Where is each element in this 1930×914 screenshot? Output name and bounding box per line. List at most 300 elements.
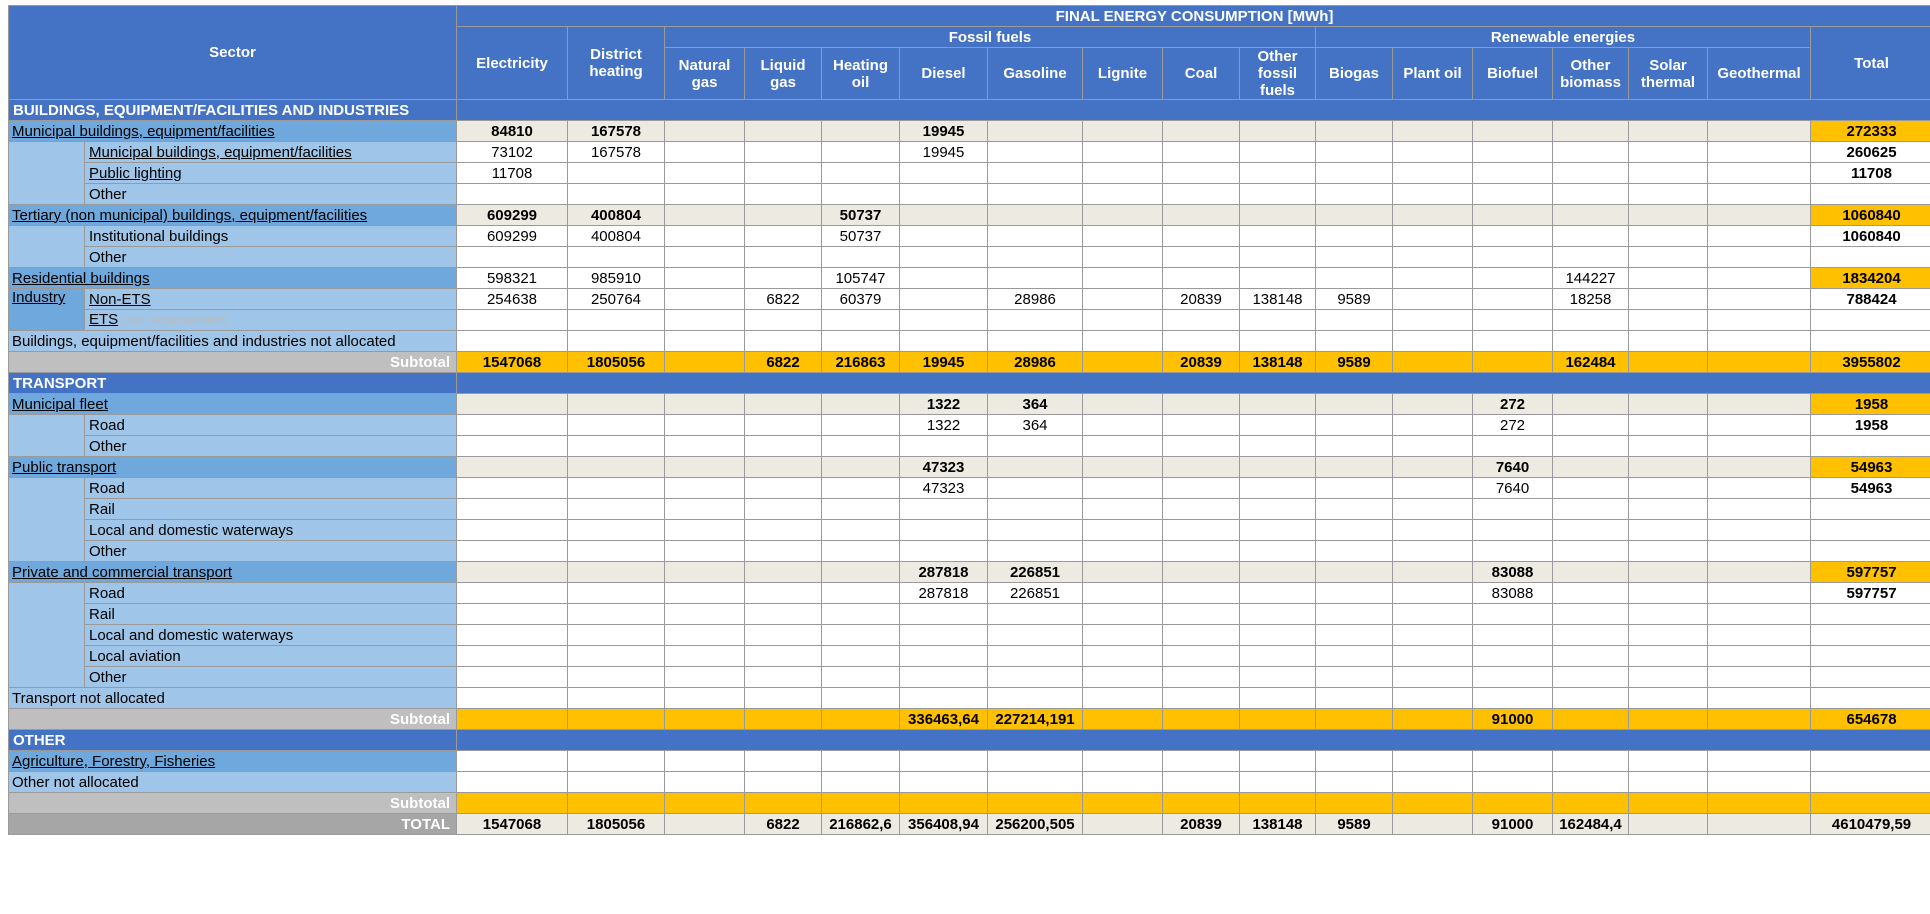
value-cell[interactable] — [988, 184, 1083, 205]
value-cell[interactable] — [1083, 268, 1163, 289]
value-cell[interactable] — [1393, 205, 1473, 226]
value-cell[interactable]: 138148 — [1240, 289, 1316, 310]
value-cell[interactable] — [1811, 541, 1930, 562]
value-cell[interactable] — [988, 331, 1083, 352]
row-label-sub[interactable]: Road — [85, 583, 457, 604]
value-cell[interactable] — [1083, 205, 1163, 226]
row-label-sub[interactable]: Rail — [85, 499, 457, 520]
value-cell[interactable] — [1553, 667, 1629, 688]
value-cell[interactable]: 1834204 — [1811, 268, 1930, 289]
value-cell[interactable] — [1316, 583, 1393, 604]
value-cell[interactable] — [1553, 478, 1629, 499]
value-cell[interactable] — [457, 646, 568, 667]
value-cell[interactable] — [457, 751, 568, 772]
value-cell[interactable] — [1473, 205, 1553, 226]
value-cell[interactable] — [1316, 772, 1393, 793]
row-label-private-transport[interactable] — [9, 562, 457, 583]
value-cell[interactable] — [1316, 163, 1393, 184]
value-cell[interactable] — [1316, 604, 1393, 625]
value-cell[interactable] — [1163, 205, 1240, 226]
value-cell[interactable] — [1629, 163, 1708, 184]
value-cell[interactable] — [665, 310, 745, 331]
value-cell[interactable] — [822, 667, 900, 688]
value-cell[interactable] — [1393, 289, 1473, 310]
value-cell[interactable] — [665, 772, 745, 793]
value-cell[interactable] — [745, 688, 822, 709]
value-cell[interactable] — [1811, 772, 1930, 793]
value-cell[interactable] — [1316, 415, 1393, 436]
value-cell[interactable] — [457, 793, 568, 814]
value-cell[interactable]: 256200,505 — [988, 814, 1083, 835]
value-cell[interactable]: 83088 — [1473, 562, 1553, 583]
value-cell[interactable]: 356408,94 — [900, 814, 988, 835]
link-ets[interactable]: ETS — [89, 311, 119, 328]
value-cell[interactable] — [665, 394, 745, 415]
value-cell[interactable] — [1629, 121, 1708, 142]
value-cell[interactable] — [665, 268, 745, 289]
value-cell[interactable] — [1240, 520, 1316, 541]
value-cell[interactable] — [1163, 541, 1240, 562]
value-cell[interactable] — [1393, 562, 1473, 583]
value-cell[interactable] — [745, 772, 822, 793]
value-cell[interactable] — [988, 268, 1083, 289]
value-cell[interactable]: 7640 — [1473, 457, 1553, 478]
value-cell[interactable]: 138148 — [1240, 352, 1316, 373]
value-cell[interactable] — [1629, 667, 1708, 688]
value-cell[interactable] — [1473, 142, 1553, 163]
value-cell[interactable] — [1083, 646, 1163, 667]
value-cell[interactable] — [1393, 310, 1473, 331]
value-cell[interactable] — [1473, 667, 1553, 688]
value-cell[interactable] — [1553, 226, 1629, 247]
value-cell[interactable] — [568, 415, 665, 436]
value-cell[interactable] — [988, 121, 1083, 142]
value-cell[interactable] — [1083, 184, 1163, 205]
value-cell[interactable] — [1473, 793, 1553, 814]
value-cell[interactable]: 250764 — [568, 289, 665, 310]
value-cell[interactable] — [1708, 289, 1811, 310]
value-cell[interactable] — [1316, 793, 1393, 814]
value-cell[interactable] — [1163, 562, 1240, 583]
value-cell[interactable] — [568, 163, 665, 184]
value-cell[interactable]: 47323 — [900, 457, 988, 478]
value-cell[interactable]: 1805056 — [568, 352, 665, 373]
value-cell[interactable]: 91000 — [1473, 814, 1553, 835]
value-cell[interactable]: 144227 — [1553, 268, 1629, 289]
value-cell[interactable]: 227214,191 — [988, 709, 1083, 730]
value-cell[interactable]: 167578 — [568, 142, 665, 163]
value-cell[interactable] — [1083, 163, 1163, 184]
value-cell[interactable] — [1708, 520, 1811, 541]
value-cell[interactable] — [1083, 667, 1163, 688]
value-cell[interactable] — [1629, 457, 1708, 478]
value-cell[interactable] — [900, 289, 988, 310]
value-cell[interactable] — [1629, 646, 1708, 667]
value-cell[interactable]: 91000 — [1473, 709, 1553, 730]
value-cell[interactable]: 20839 — [1163, 289, 1240, 310]
value-cell[interactable] — [1629, 562, 1708, 583]
value-cell[interactable]: 6822 — [745, 352, 822, 373]
value-cell[interactable] — [1553, 331, 1629, 352]
value-cell[interactable] — [457, 709, 568, 730]
value-cell[interactable] — [1316, 541, 1393, 562]
value-cell[interactable] — [1393, 457, 1473, 478]
value-cell[interactable] — [1316, 709, 1393, 730]
value-cell[interactable] — [1811, 436, 1930, 457]
value-cell[interactable] — [1393, 688, 1473, 709]
value-cell[interactable] — [665, 436, 745, 457]
value-cell[interactable] — [1811, 247, 1930, 268]
value-cell[interactable] — [1553, 541, 1629, 562]
value-cell[interactable] — [1708, 394, 1811, 415]
value-cell[interactable]: 1322 — [900, 394, 988, 415]
value-cell[interactable] — [1163, 142, 1240, 163]
value-cell[interactable] — [1240, 163, 1316, 184]
value-cell[interactable] — [1083, 394, 1163, 415]
value-cell[interactable] — [1393, 121, 1473, 142]
value-cell[interactable] — [1083, 625, 1163, 646]
value-cell[interactable] — [457, 499, 568, 520]
row-label-sub[interactable]: Other — [85, 184, 457, 205]
value-cell[interactable]: 1805056 — [568, 814, 665, 835]
value-cell[interactable] — [1393, 163, 1473, 184]
link-agriculture[interactable]: Agriculture, Forestry, Fisheries — [12, 752, 216, 770]
value-cell[interactable] — [745, 646, 822, 667]
value-cell[interactable] — [1163, 268, 1240, 289]
value-cell[interactable]: 162484 — [1553, 352, 1629, 373]
value-cell[interactable] — [1316, 268, 1393, 289]
value-cell[interactable]: 9589 — [1316, 814, 1393, 835]
value-cell[interactable] — [1708, 688, 1811, 709]
value-cell[interactable] — [1393, 541, 1473, 562]
value-cell[interactable] — [988, 688, 1083, 709]
value-cell[interactable] — [1393, 793, 1473, 814]
value-cell[interactable]: 788424 — [1811, 289, 1930, 310]
value-cell[interactable] — [1553, 121, 1629, 142]
value-cell[interactable] — [1811, 646, 1930, 667]
value-cell[interactable] — [1316, 457, 1393, 478]
value-cell[interactable] — [1708, 625, 1811, 646]
value-cell[interactable] — [1083, 499, 1163, 520]
value-cell[interactable] — [822, 772, 900, 793]
link-public-lighting[interactable]: Public lighting — [89, 164, 182, 182]
value-cell[interactable] — [822, 247, 900, 268]
value-cell[interactable] — [745, 331, 822, 352]
link-sub-municipal[interactable]: Municipal buildings, equipment/facilities — [89, 143, 352, 161]
value-cell[interactable] — [1553, 499, 1629, 520]
value-cell[interactable] — [1393, 331, 1473, 352]
value-cell[interactable] — [822, 751, 900, 772]
value-cell[interactable] — [1240, 121, 1316, 142]
value-cell[interactable]: 1958 — [1811, 394, 1930, 415]
value-cell[interactable] — [457, 604, 568, 625]
value-cell[interactable] — [1240, 184, 1316, 205]
value-cell[interactable] — [1316, 205, 1393, 226]
row-label-sub[interactable]: Local aviation — [85, 646, 457, 667]
value-cell[interactable] — [665, 520, 745, 541]
value-cell[interactable] — [745, 562, 822, 583]
value-cell[interactable] — [745, 394, 822, 415]
value-cell[interactable] — [822, 646, 900, 667]
value-cell[interactable] — [1240, 226, 1316, 247]
value-cell[interactable] — [1473, 625, 1553, 646]
value-cell[interactable] — [1553, 772, 1629, 793]
value-cell[interactable]: 20839 — [1163, 352, 1240, 373]
value-cell[interactable] — [1163, 709, 1240, 730]
value-cell[interactable] — [1163, 793, 1240, 814]
value-cell[interactable] — [1083, 121, 1163, 142]
value-cell[interactable]: 60379 — [822, 289, 900, 310]
value-cell[interactable] — [745, 583, 822, 604]
value-cell[interactable] — [1083, 541, 1163, 562]
value-cell[interactable] — [568, 625, 665, 646]
value-cell[interactable] — [1083, 142, 1163, 163]
row-label-sub[interactable] — [85, 142, 457, 163]
value-cell[interactable] — [1163, 394, 1240, 415]
value-cell[interactable] — [745, 793, 822, 814]
value-cell[interactable] — [568, 310, 665, 331]
row-label-sub[interactable]: Local and domestic waterways — [85, 625, 457, 646]
value-cell[interactable] — [988, 646, 1083, 667]
value-cell[interactable] — [1708, 499, 1811, 520]
value-cell[interactable]: 50737 — [822, 205, 900, 226]
value-cell[interactable] — [1708, 142, 1811, 163]
value-cell[interactable] — [1316, 310, 1393, 331]
value-cell[interactable]: 1547068 — [457, 814, 568, 835]
value-cell[interactable] — [745, 436, 822, 457]
value-cell[interactable] — [457, 247, 568, 268]
value-cell[interactable] — [1083, 436, 1163, 457]
value-cell[interactable]: 336463,64 — [900, 709, 988, 730]
value-cell[interactable] — [1316, 646, 1393, 667]
value-cell[interactable]: 19945 — [900, 352, 988, 373]
value-cell[interactable] — [1708, 646, 1811, 667]
value-cell[interactable] — [1629, 415, 1708, 436]
value-cell[interactable] — [745, 541, 822, 562]
value-cell[interactable]: 287818 — [900, 583, 988, 604]
value-cell[interactable] — [1393, 394, 1473, 415]
link-municipal-buildings[interactable]: Municipal buildings, equipment/facilities — [12, 122, 275, 140]
value-cell[interactable] — [568, 331, 665, 352]
value-cell[interactable] — [900, 205, 988, 226]
value-cell[interactable] — [1163, 310, 1240, 331]
value-cell[interactable]: 28986 — [988, 289, 1083, 310]
value-cell[interactable]: 216862,6 — [822, 814, 900, 835]
value-cell[interactable] — [1553, 793, 1629, 814]
value-cell[interactable] — [1240, 331, 1316, 352]
value-cell[interactable] — [1163, 646, 1240, 667]
value-cell[interactable]: 54963 — [1811, 478, 1930, 499]
value-cell[interactable]: 216863 — [822, 352, 900, 373]
value-cell[interactable] — [822, 625, 900, 646]
value-cell[interactable] — [988, 457, 1083, 478]
value-cell[interactable]: 1060840 — [1811, 205, 1930, 226]
value-cell[interactable] — [1473, 184, 1553, 205]
row-label-industry[interactable] — [9, 289, 85, 331]
value-cell[interactable]: 597757 — [1811, 583, 1930, 604]
value-cell[interactable] — [1083, 226, 1163, 247]
value-cell[interactable]: 162484,4 — [1553, 814, 1629, 835]
value-cell[interactable] — [1083, 415, 1163, 436]
value-cell[interactable] — [1553, 394, 1629, 415]
value-cell[interactable] — [1708, 814, 1811, 835]
value-cell[interactable] — [1811, 184, 1930, 205]
value-cell[interactable] — [457, 436, 568, 457]
value-cell[interactable] — [1629, 142, 1708, 163]
value-cell[interactable] — [745, 415, 822, 436]
value-cell[interactable] — [1163, 247, 1240, 268]
value-cell[interactable] — [665, 562, 745, 583]
value-cell[interactable] — [988, 793, 1083, 814]
value-cell[interactable] — [1240, 562, 1316, 583]
value-cell[interactable] — [1240, 604, 1316, 625]
value-cell[interactable] — [1083, 751, 1163, 772]
value-cell[interactable]: 272 — [1473, 394, 1553, 415]
value-cell[interactable] — [822, 331, 900, 352]
value-cell[interactable] — [1708, 163, 1811, 184]
value-cell[interactable]: 597757 — [1811, 562, 1930, 583]
value-cell[interactable]: 1322 — [900, 415, 988, 436]
value-cell[interactable]: 6822 — [745, 289, 822, 310]
value-cell[interactable] — [1316, 562, 1393, 583]
value-cell[interactable] — [457, 667, 568, 688]
value-cell[interactable] — [457, 541, 568, 562]
value-cell[interactable] — [1553, 184, 1629, 205]
value-cell[interactable] — [1240, 142, 1316, 163]
value-cell[interactable]: 4610479,59 — [1811, 814, 1930, 835]
value-cell[interactable] — [745, 205, 822, 226]
value-cell[interactable] — [457, 520, 568, 541]
value-cell[interactable] — [665, 646, 745, 667]
value-cell[interactable] — [1708, 478, 1811, 499]
link-industry[interactable]: Industry — [12, 289, 66, 306]
value-cell[interactable] — [988, 205, 1083, 226]
row-label-public-transport[interactable] — [9, 457, 457, 478]
value-cell[interactable] — [822, 142, 900, 163]
value-cell[interactable] — [1708, 205, 1811, 226]
value-cell[interactable] — [1473, 247, 1553, 268]
value-cell[interactable] — [822, 793, 900, 814]
row-label-residential[interactable] — [9, 268, 457, 289]
value-cell[interactable] — [1811, 793, 1930, 814]
value-cell[interactable] — [1163, 520, 1240, 541]
value-cell[interactable] — [665, 205, 745, 226]
value-cell[interactable] — [1553, 205, 1629, 226]
row-label-sub[interactable]: Other — [85, 667, 457, 688]
value-cell[interactable] — [1393, 751, 1473, 772]
value-cell[interactable] — [1316, 751, 1393, 772]
value-cell[interactable] — [1473, 436, 1553, 457]
value-cell[interactable] — [665, 289, 745, 310]
value-cell[interactable] — [745, 478, 822, 499]
value-cell[interactable] — [1393, 247, 1473, 268]
value-cell[interactable] — [1811, 520, 1930, 541]
value-cell[interactable] — [457, 331, 568, 352]
value-cell[interactable] — [1316, 142, 1393, 163]
value-cell[interactable] — [1393, 352, 1473, 373]
value-cell[interactable] — [1163, 667, 1240, 688]
value-cell[interactable] — [1393, 604, 1473, 625]
value-cell[interactable] — [1240, 793, 1316, 814]
value-cell[interactable] — [1316, 520, 1393, 541]
value-cell[interactable] — [822, 478, 900, 499]
value-cell[interactable]: 6822 — [745, 814, 822, 835]
value-cell[interactable] — [1629, 751, 1708, 772]
value-cell[interactable] — [457, 457, 568, 478]
value-cell[interactable] — [665, 604, 745, 625]
value-cell[interactable] — [1240, 394, 1316, 415]
value-cell[interactable] — [1708, 541, 1811, 562]
value-cell[interactable] — [900, 520, 988, 541]
value-cell[interactable] — [568, 499, 665, 520]
value-cell[interactable] — [457, 415, 568, 436]
value-cell[interactable] — [900, 436, 988, 457]
value-cell[interactable] — [1708, 709, 1811, 730]
value-cell[interactable] — [822, 499, 900, 520]
value-cell[interactable] — [1629, 247, 1708, 268]
value-cell[interactable] — [745, 457, 822, 478]
row-label-sub[interactable]: Other — [85, 541, 457, 562]
value-cell[interactable] — [1083, 814, 1163, 835]
value-cell[interactable] — [1083, 457, 1163, 478]
link-municipal-fleet[interactable]: Municipal fleet — [12, 395, 108, 413]
value-cell[interactable] — [1811, 604, 1930, 625]
value-cell[interactable] — [457, 625, 568, 646]
row-label-sub[interactable]: Other — [85, 436, 457, 457]
value-cell[interactable] — [457, 310, 568, 331]
value-cell[interactable] — [1393, 709, 1473, 730]
value-cell[interactable]: 28986 — [988, 352, 1083, 373]
value-cell[interactable] — [1240, 415, 1316, 436]
value-cell[interactable]: 83088 — [1473, 583, 1553, 604]
value-cell[interactable] — [1553, 142, 1629, 163]
value-cell[interactable]: 1958 — [1811, 415, 1930, 436]
value-cell[interactable] — [1629, 772, 1708, 793]
value-cell[interactable] — [1473, 499, 1553, 520]
value-cell[interactable] — [745, 499, 822, 520]
value-cell[interactable] — [1708, 415, 1811, 436]
value-cell[interactable] — [665, 352, 745, 373]
value-cell[interactable] — [745, 226, 822, 247]
value-cell[interactable]: 364 — [988, 415, 1083, 436]
value-cell[interactable] — [1553, 751, 1629, 772]
value-cell[interactable] — [1473, 289, 1553, 310]
value-cell[interactable]: 11708 — [457, 163, 568, 184]
value-cell[interactable] — [1473, 541, 1553, 562]
value-cell[interactable] — [1629, 268, 1708, 289]
value-cell[interactable] — [1393, 478, 1473, 499]
value-cell[interactable] — [1393, 814, 1473, 835]
value-cell[interactable] — [1393, 226, 1473, 247]
value-cell[interactable]: 3955802 — [1811, 352, 1930, 373]
value-cell[interactable] — [1316, 688, 1393, 709]
row-label-agriculture[interactable] — [9, 751, 457, 772]
value-cell[interactable] — [1708, 121, 1811, 142]
value-cell[interactable] — [1629, 394, 1708, 415]
value-cell[interactable] — [568, 394, 665, 415]
value-cell[interactable] — [1083, 793, 1163, 814]
value-cell[interactable] — [457, 583, 568, 604]
value-cell[interactable] — [1083, 520, 1163, 541]
value-cell[interactable] — [988, 541, 1083, 562]
value-cell[interactable] — [1553, 457, 1629, 478]
value-cell[interactable]: 138148 — [1240, 814, 1316, 835]
link-public-transport[interactable]: Public transport — [12, 458, 117, 476]
value-cell[interactable] — [1240, 688, 1316, 709]
value-cell[interactable]: 1060840 — [1811, 226, 1930, 247]
value-cell[interactable] — [1393, 184, 1473, 205]
value-cell[interactable] — [665, 499, 745, 520]
